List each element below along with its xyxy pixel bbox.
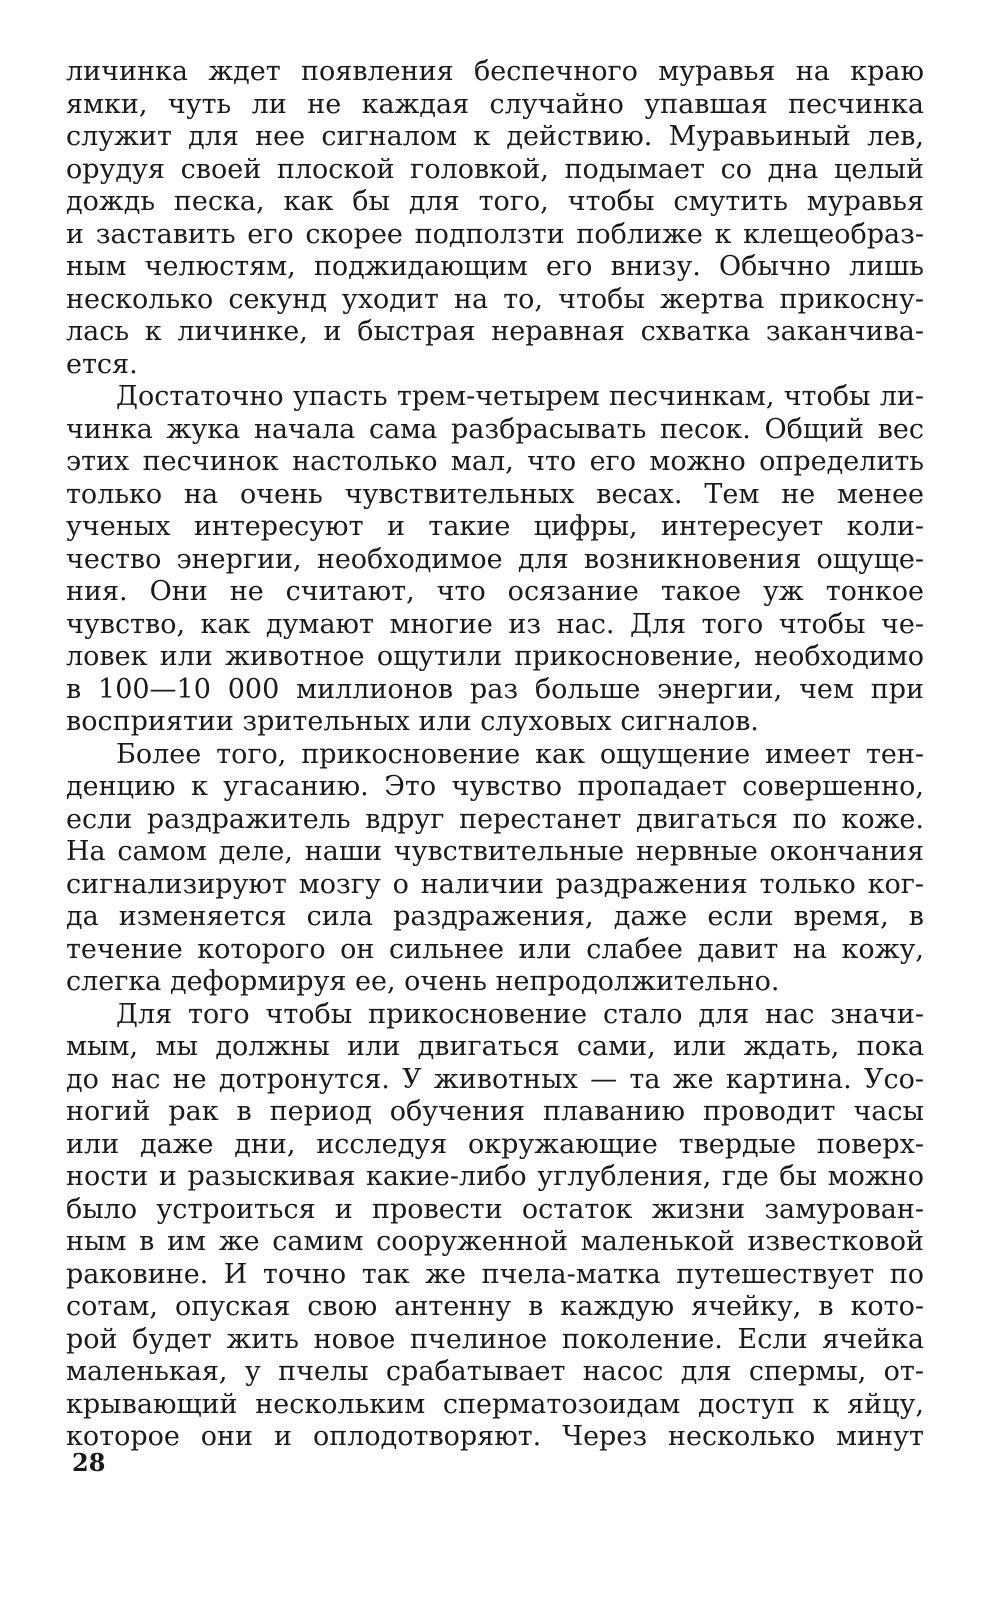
text-line: личинка ждет появления беспечного муравья на краю bbox=[66, 56, 924, 87]
text-line: Достаточно упасть трем-четырем песчинкам, чтобы ли- bbox=[116, 381, 924, 412]
text-line: сотам, опуская свою антенну в каждую ячейку, в кото- bbox=[66, 1291, 924, 1322]
text-line: чество энергии, необходимое для возникновения ощуще- bbox=[66, 543, 924, 575]
text-line: восприятии зрительных или слуховых сигналов. bbox=[66, 706, 759, 737]
text-line: чинка жука начала сама разбрасывать песок. Общий вес bbox=[66, 413, 924, 445]
text-line: Для того чтобы прикосновение стало для нас значи- bbox=[116, 998, 924, 1030]
text-line: ловек или животное ощутили прикосновение, необходимо bbox=[66, 641, 924, 672]
text-line: Более того, прикосновение как ощущение имеет тен- bbox=[116, 738, 924, 770]
text-line: слегка деформируя ее, очень непродолжительно. bbox=[66, 966, 780, 997]
text-line: мым, мы должны или двигаться сами, или ждать, пока bbox=[66, 1031, 924, 1062]
text-line: денцию к угасанию. Это чувство пропадает совершенно, bbox=[66, 771, 924, 802]
text-line: этих песчинок настолько мал, что его можно определить bbox=[66, 446, 924, 477]
text-line: ученых интересуют и такие цифры, интересует коли- bbox=[66, 511, 924, 542]
text-line: рой будет жить новое пчелиное поколение. Если ячейка bbox=[66, 1323, 924, 1355]
text-line: только на очень чувствительных весах. Тем не менее bbox=[66, 478, 924, 510]
text-line: ности и разыскивая какие-либо углубления, где бы можно bbox=[66, 1161, 924, 1192]
text-line: было устроиться и провести остаток жизни замурован- bbox=[66, 1193, 924, 1225]
text-line: или даже дни, исследуя окружающие твердые поверх- bbox=[66, 1128, 924, 1160]
text-line: ным в им же самим сооруженной маленькой известковой bbox=[66, 1226, 924, 1257]
text-line: служит для нее сигналом к действию. Муравьиный лев, bbox=[66, 121, 924, 152]
text-line: если раздражитель вдруг перестанет двигаться по коже. bbox=[66, 803, 924, 835]
text-line: которое они и оплодотворяют. Через несколько минут bbox=[66, 1421, 924, 1452]
text-line: ным челюстям, поджидающим его внизу. Обычно лишь bbox=[66, 251, 924, 282]
text-line: дождь песка, как бы для того, чтобы смутить муравья bbox=[66, 186, 924, 217]
text-line: ногий рак в период обучения плаванию проводит часы bbox=[66, 1096, 924, 1127]
text-line: маленькая, у пчелы срабатывает насос для спермы, от- bbox=[66, 1356, 924, 1387]
text-line: несколько секунд уходит на то, чтобы жертва прикосну- bbox=[66, 283, 924, 315]
body-text bbox=[66, 56, 924, 1454]
text-line: На самом деле, наши чувствительные нервные окончания bbox=[66, 836, 924, 867]
text-line: лась к личинке, и быстрая неравная схватка заканчива- bbox=[66, 316, 924, 347]
text-line: в 100—10 000 миллионов раз больше энергии, чем при bbox=[66, 673, 924, 705]
text-line: раковине. И точно так же пчела-матка путешествует по bbox=[66, 1258, 924, 1290]
text-line: до нас не дотронутся. У животных — та же картина. Усо- bbox=[66, 1063, 924, 1095]
text-line: орудуя своей плоской головкой, подымает со дна целый bbox=[66, 153, 924, 185]
text-line: ния. Они не считают, что осязание такое уж тонкое bbox=[66, 576, 924, 607]
text-line: и заставить его скорее подползти поближе к клещеобраз- bbox=[66, 218, 924, 250]
text-line: чувство, как думают многие из нас. Для того чтобы че- bbox=[66, 608, 924, 640]
text-line: ется. bbox=[66, 348, 138, 380]
page-number: 28 bbox=[72, 1448, 106, 1477]
text-line: крывающий нескольким сперматозоидам доступ к яйцу, bbox=[66, 1388, 924, 1420]
text-line: течение которого он сильнее или слабее давит на кожу, bbox=[66, 933, 924, 965]
text-line: да изменяется сила раздражения, даже если время, в bbox=[66, 901, 924, 932]
text-line: сигнализируют мозгу о наличии раздражения только ког- bbox=[66, 868, 924, 900]
text-line: ямки, чуть ли не каждая случайно упавшая песчинка bbox=[66, 88, 924, 120]
